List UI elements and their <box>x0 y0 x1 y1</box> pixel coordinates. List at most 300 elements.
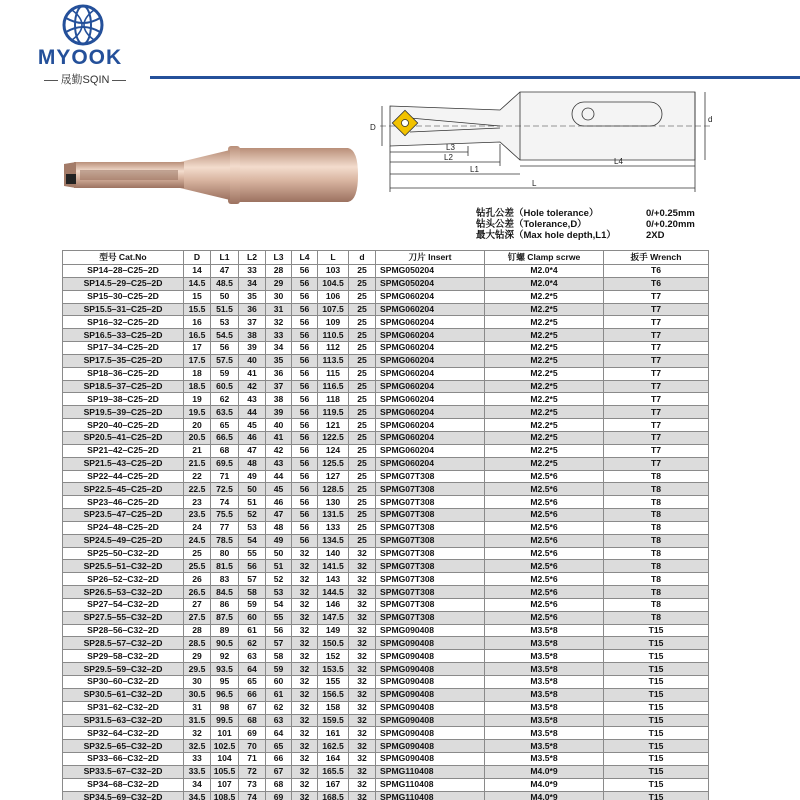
tolerance-row <box>476 230 726 241</box>
cell-clamp-screw: M3.5*8 <box>485 663 604 676</box>
cell-l4: 32 <box>292 624 318 637</box>
cell-cat-no: SP25.5–51–C32–2D <box>63 560 184 573</box>
cell-clamp-screw: M3.5*8 <box>485 637 604 650</box>
table-row <box>63 444 709 457</box>
cell-l3: 48 <box>266 521 292 534</box>
cell-l1: 84.5 <box>211 586 239 599</box>
cell-cat-no: SP28–56–C32–2D <box>63 624 184 637</box>
cell-d-dia: 28 <box>184 624 211 637</box>
cell-shank-d: 32 <box>349 753 376 766</box>
cell-l4: 56 <box>292 277 318 290</box>
cell-shank-d: 25 <box>349 521 376 534</box>
cell-l2: 61 <box>239 624 266 637</box>
cell-shank-d: 32 <box>349 611 376 624</box>
cell-l-total: 119.5 <box>318 406 349 419</box>
cell-l2: 68 <box>239 714 266 727</box>
cell-l1: 107 <box>211 778 239 791</box>
cell-clamp-screw: M3.5*8 <box>485 701 604 714</box>
cell-cat-no: SP19–38–C25–2D <box>63 393 184 406</box>
cell-l-total: 159.5 <box>318 714 349 727</box>
cell-l4: 32 <box>292 765 318 778</box>
globe-icon <box>62 4 104 46</box>
cell-clamp-screw: M2.2*5 <box>485 444 604 457</box>
cell-l-total: 131.5 <box>318 509 349 522</box>
cell-wrench: T7 <box>604 342 709 355</box>
table-row <box>63 406 709 419</box>
table-row <box>63 663 709 676</box>
cell-l-total: 144.5 <box>318 586 349 599</box>
cell-cat-no: SP26–52–C32–2D <box>63 573 184 586</box>
cell-l2: 66 <box>239 688 266 701</box>
cell-l3: 60 <box>266 676 292 689</box>
cell-wrench: T7 <box>604 406 709 419</box>
cell-l1: 69.5 <box>211 457 239 470</box>
cell-l4: 56 <box>292 342 318 355</box>
column-header: 型号 Cat.No <box>63 251 184 265</box>
cell-d-dia: 17.5 <box>184 354 211 367</box>
cell-clamp-screw: M3.5*8 <box>485 688 604 701</box>
cell-shank-d: 25 <box>349 406 376 419</box>
cell-l2: 48 <box>239 457 266 470</box>
cell-wrench: T7 <box>604 354 709 367</box>
table-row <box>63 586 709 599</box>
cell-l4: 32 <box>292 791 318 800</box>
label-L3: L3 <box>446 143 455 152</box>
cell-wrench: T15 <box>604 765 709 778</box>
label-L2: L2 <box>444 153 453 162</box>
cell-l3: 54 <box>266 598 292 611</box>
table-header-row <box>63 251 709 265</box>
cell-clamp-screw: M2.2*5 <box>485 431 604 444</box>
cell-l1: 74 <box>211 496 239 509</box>
cell-l2: 65 <box>239 676 266 689</box>
cell-wrench: T7 <box>604 457 709 470</box>
cell-l4: 32 <box>292 560 318 573</box>
cell-l3: 56 <box>266 624 292 637</box>
cell-l2: 55 <box>239 547 266 560</box>
cell-clamp-screw: M2.2*5 <box>485 457 604 470</box>
cell-d-dia: 27 <box>184 598 211 611</box>
cell-clamp-screw: M2.5*6 <box>485 521 604 534</box>
cell-shank-d: 25 <box>349 329 376 342</box>
cell-insert: SPMG090408 <box>376 650 485 663</box>
cell-shank-d: 25 <box>349 342 376 355</box>
cell-l1: 56 <box>211 342 239 355</box>
cell-l2: 44 <box>239 406 266 419</box>
cell-wrench: T8 <box>604 483 709 496</box>
cell-insert: SPMG090408 <box>376 676 485 689</box>
label-L4: L4 <box>614 157 623 166</box>
cell-d-dia: 32.5 <box>184 740 211 753</box>
cell-cat-no: SP28.5–57–C32–2D <box>63 637 184 650</box>
cell-d-dia: 23.5 <box>184 509 211 522</box>
cell-clamp-screw: M2.2*5 <box>485 380 604 393</box>
cell-l3: 61 <box>266 688 292 701</box>
cell-d-dia: 21.5 <box>184 457 211 470</box>
cell-d-dia: 33.5 <box>184 765 211 778</box>
cell-l3: 49 <box>266 534 292 547</box>
cell-l1: 93.5 <box>211 663 239 676</box>
brand-logo <box>30 4 130 86</box>
table-row <box>63 701 709 714</box>
table-row <box>63 521 709 534</box>
cell-l2: 49 <box>239 470 266 483</box>
cell-d-dia: 24.5 <box>184 534 211 547</box>
cell-l1: 48.5 <box>211 277 239 290</box>
cell-shank-d: 32 <box>349 791 376 800</box>
table-row <box>63 483 709 496</box>
cell-l2: 53 <box>239 521 266 534</box>
cell-cat-no: SP15–30–C25–2D <box>63 290 184 303</box>
column-header: L3 <box>266 251 292 265</box>
cell-shank-d: 32 <box>349 701 376 714</box>
cell-d-dia: 16 <box>184 316 211 329</box>
cell-shank-d: 25 <box>349 419 376 432</box>
cell-insert: SPMG07T308 <box>376 611 485 624</box>
cell-l2: 57 <box>239 573 266 586</box>
cell-l-total: 134.5 <box>318 534 349 547</box>
cell-d-dia: 20 <box>184 419 211 432</box>
cell-cat-no: SP29–58–C32–2D <box>63 650 184 663</box>
cell-l4: 32 <box>292 611 318 624</box>
cell-wrench: T15 <box>604 701 709 714</box>
cell-insert: SPMG07T308 <box>376 483 485 496</box>
cell-clamp-screw: M3.5*8 <box>485 650 604 663</box>
table-row <box>63 753 709 766</box>
cell-insert: SPMG060204 <box>376 329 485 342</box>
cell-l1: 101 <box>211 727 239 740</box>
column-header: 刀片 Insert <box>376 251 485 265</box>
cell-l1: 80 <box>211 547 239 560</box>
cell-clamp-screw: M2.5*6 <box>485 547 604 560</box>
cell-l-total: 146 <box>318 598 349 611</box>
cell-wrench: T8 <box>604 573 709 586</box>
cell-l3: 68 <box>266 778 292 791</box>
cell-d-dia: 27.5 <box>184 611 211 624</box>
table-row <box>63 342 709 355</box>
cell-clamp-screw: M2.2*5 <box>485 367 604 380</box>
cell-shank-d: 32 <box>349 688 376 701</box>
cell-d-dia: 19 <box>184 393 211 406</box>
cell-wrench: T15 <box>604 624 709 637</box>
tolerance-label: 钻孔公差（Hole tolerance） <box>476 208 599 219</box>
cell-d-dia: 22.5 <box>184 483 211 496</box>
cell-d-dia: 29.5 <box>184 663 211 676</box>
table-row <box>63 688 709 701</box>
table-row <box>63 329 709 342</box>
cell-wrench: T8 <box>604 496 709 509</box>
cell-wrench: T8 <box>604 534 709 547</box>
cell-l-total: 153.5 <box>318 663 349 676</box>
cell-l4: 56 <box>292 354 318 367</box>
cell-l3: 53 <box>266 586 292 599</box>
cell-cat-no: SP17–34–C25–2D <box>63 342 184 355</box>
cell-l2: 38 <box>239 329 266 342</box>
cell-shank-d: 25 <box>349 483 376 496</box>
cell-l1: 98 <box>211 701 239 714</box>
table-body <box>63 265 709 800</box>
cell-shank-d: 25 <box>349 316 376 329</box>
cell-l2: 41 <box>239 367 266 380</box>
cell-d-dia: 15 <box>184 290 211 303</box>
cell-wrench: T7 <box>604 316 709 329</box>
cell-d-dia: 31 <box>184 701 211 714</box>
cell-cat-no: SP14.5–29–C25–2D <box>63 277 184 290</box>
cell-l3: 66 <box>266 753 292 766</box>
cell-wrench: T15 <box>604 688 709 701</box>
cell-shank-d: 32 <box>349 650 376 663</box>
cell-cat-no: SP24.5–49–C25–2D <box>63 534 184 547</box>
cell-wrench: T8 <box>604 586 709 599</box>
cell-l2: 54 <box>239 534 266 547</box>
cell-shank-d: 25 <box>349 380 376 393</box>
cell-clamp-screw: M3.5*8 <box>485 676 604 689</box>
cell-l-total: 167 <box>318 778 349 791</box>
cell-shank-d: 25 <box>349 303 376 316</box>
cell-l-total: 158 <box>318 701 349 714</box>
cell-wrench: T8 <box>604 509 709 522</box>
cell-wrench: T15 <box>604 714 709 727</box>
cell-l3: 64 <box>266 727 292 740</box>
cell-l-total: 127 <box>318 470 349 483</box>
cell-l4: 56 <box>292 380 318 393</box>
table-row <box>63 714 709 727</box>
cell-l3: 45 <box>266 483 292 496</box>
table-row <box>63 791 709 800</box>
cell-shank-d: 32 <box>349 727 376 740</box>
cell-l1: 78.5 <box>211 534 239 547</box>
cell-l2: 52 <box>239 509 266 522</box>
cell-l1: 57.5 <box>211 354 239 367</box>
cell-l1: 50 <box>211 290 239 303</box>
cell-l2: 33 <box>239 265 266 278</box>
cell-shank-d: 25 <box>349 265 376 278</box>
table-row <box>63 290 709 303</box>
cell-l1: 59 <box>211 367 239 380</box>
cell-clamp-screw: M2.2*5 <box>485 393 604 406</box>
cell-l3: 35 <box>266 354 292 367</box>
cell-l3: 43 <box>266 457 292 470</box>
cell-clamp-screw: M2.5*6 <box>485 483 604 496</box>
header-divider <box>150 76 800 79</box>
table-row <box>63 496 709 509</box>
cell-l1: 95 <box>211 676 239 689</box>
cell-shank-d: 32 <box>349 663 376 676</box>
table-row <box>63 611 709 624</box>
table-row <box>63 393 709 406</box>
cell-clamp-screw: M2.5*6 <box>485 598 604 611</box>
cell-l2: 43 <box>239 393 266 406</box>
cell-cat-no: SP14–28–C25–2D <box>63 265 184 278</box>
brand-name: MYOOK <box>37 46 123 69</box>
tolerance-value: 2XD <box>646 230 665 241</box>
cell-d-dia: 25.5 <box>184 560 211 573</box>
cell-cat-no: SP27–54–C32–2D <box>63 598 184 611</box>
cell-l4: 32 <box>292 727 318 740</box>
cell-l4: 32 <box>292 650 318 663</box>
table-row <box>63 457 709 470</box>
table-row <box>63 778 709 791</box>
cell-d-dia: 15.5 <box>184 303 211 316</box>
cell-insert: SPMG060204 <box>376 367 485 380</box>
tolerance-block <box>476 208 726 241</box>
cell-l-total: 143 <box>318 573 349 586</box>
cell-clamp-screw: M2.2*5 <box>485 342 604 355</box>
label-L: L <box>532 179 537 188</box>
cell-l1: 89 <box>211 624 239 637</box>
cell-l4: 32 <box>292 753 318 766</box>
cell-shank-d: 25 <box>349 277 376 290</box>
cell-l-total: 122.5 <box>318 431 349 444</box>
cell-l4: 32 <box>292 573 318 586</box>
column-header: L <box>318 251 349 265</box>
cell-l3: 41 <box>266 431 292 444</box>
cell-l-total: 110.5 <box>318 329 349 342</box>
cell-insert: SPMG090408 <box>376 624 485 637</box>
cell-clamp-screw: M2.2*5 <box>485 303 604 316</box>
cell-l-total: 130 <box>318 496 349 509</box>
cell-clamp-screw: M3.5*8 <box>485 714 604 727</box>
cell-insert: SPMG07T308 <box>376 470 485 483</box>
cell-insert: SPMG07T308 <box>376 598 485 611</box>
cell-l1: 87.5 <box>211 611 239 624</box>
cell-wrench: T8 <box>604 547 709 560</box>
cell-cat-no: SP16.5–33–C25–2D <box>63 329 184 342</box>
cell-d-dia: 33 <box>184 753 211 766</box>
cell-clamp-screw: M3.5*8 <box>485 727 604 740</box>
table-row <box>63 419 709 432</box>
cell-wrench: T7 <box>604 419 709 432</box>
cell-d-dia: 26.5 <box>184 586 211 599</box>
cell-l1: 75.5 <box>211 509 239 522</box>
cell-wrench: T7 <box>604 329 709 342</box>
cell-insert: SPMG060204 <box>376 393 485 406</box>
drill-photo <box>60 140 360 210</box>
cell-l-total: 155 <box>318 676 349 689</box>
cell-clamp-screw: M2.0*4 <box>485 277 604 290</box>
cell-clamp-screw: M2.5*6 <box>485 509 604 522</box>
cell-insert: SPMG060204 <box>376 342 485 355</box>
cell-d-dia: 31.5 <box>184 714 211 727</box>
cell-l1: 96.5 <box>211 688 239 701</box>
cell-l3: 62 <box>266 701 292 714</box>
cell-l-total: 162.5 <box>318 740 349 753</box>
cell-l-total: 125.5 <box>318 457 349 470</box>
cell-l-total: 106 <box>318 290 349 303</box>
cell-d-dia: 14.5 <box>184 277 211 290</box>
cell-l4: 56 <box>292 290 318 303</box>
table-row <box>63 560 709 573</box>
cell-l1: 47 <box>211 265 239 278</box>
cell-wrench: T6 <box>604 265 709 278</box>
cell-l2: 39 <box>239 342 266 355</box>
cell-l1: 62 <box>211 393 239 406</box>
cell-cat-no: SP19.5–39–C25–2D <box>63 406 184 419</box>
cell-l-total: 150.5 <box>318 637 349 650</box>
cell-cat-no: SP24–48–C25–2D <box>63 521 184 534</box>
cell-shank-d: 32 <box>349 560 376 573</box>
cell-wrench: T7 <box>604 367 709 380</box>
cell-cat-no: SP23–46–C25–2D <box>63 496 184 509</box>
cell-l-total: 149 <box>318 624 349 637</box>
cell-insert: SPMG07T308 <box>376 573 485 586</box>
cell-wrench: T15 <box>604 753 709 766</box>
cell-l4: 32 <box>292 714 318 727</box>
cell-clamp-screw: M2.0*4 <box>485 265 604 278</box>
cell-d-dia: 25 <box>184 547 211 560</box>
cell-cat-no: SP18.5–37–C25–2D <box>63 380 184 393</box>
cell-l3: 33 <box>266 329 292 342</box>
cell-l1: 63.5 <box>211 406 239 419</box>
cell-l1: 53 <box>211 316 239 329</box>
cell-cat-no: SP15.5–31–C25–2D <box>63 303 184 316</box>
column-header: L2 <box>239 251 266 265</box>
cell-l-total: 164 <box>318 753 349 766</box>
cell-wrench: T7 <box>604 303 709 316</box>
cell-shank-d: 25 <box>349 354 376 367</box>
cell-l4: 56 <box>292 419 318 432</box>
cell-l4: 32 <box>292 740 318 753</box>
technical-drawing <box>360 88 720 206</box>
cell-cat-no: SP23.5–47–C25–2D <box>63 509 184 522</box>
cell-l3: 65 <box>266 740 292 753</box>
cell-l4: 56 <box>292 367 318 380</box>
cell-l3: 44 <box>266 470 292 483</box>
label-d: d <box>708 115 713 124</box>
cell-l3: 63 <box>266 714 292 727</box>
cell-l4: 32 <box>292 676 318 689</box>
cell-insert: SPMG090408 <box>376 701 485 714</box>
cell-clamp-screw: M2.5*6 <box>485 560 604 573</box>
cell-cat-no: SP17.5–35–C25–2D <box>63 354 184 367</box>
cell-shank-d: 32 <box>349 676 376 689</box>
cell-insert: SPMG060204 <box>376 419 485 432</box>
cell-l1: 81.5 <box>211 560 239 573</box>
cell-l-total: 147.5 <box>318 611 349 624</box>
cell-d-dia: 18 <box>184 367 211 380</box>
cell-cat-no: SP22–44–C25–2D <box>63 470 184 483</box>
cell-l-total: 115 <box>318 367 349 380</box>
cell-insert: SPMG090408 <box>376 740 485 753</box>
cell-insert: SPMG07T308 <box>376 509 485 522</box>
cell-wrench: T8 <box>604 560 709 573</box>
cell-l2: 36 <box>239 303 266 316</box>
cell-clamp-screw: M4.0*9 <box>485 765 604 778</box>
table-row <box>63 470 709 483</box>
cell-l-total: 103 <box>318 265 349 278</box>
spec-table <box>62 250 709 800</box>
cell-shank-d: 25 <box>349 534 376 547</box>
cell-l2: 51 <box>239 496 266 509</box>
cell-clamp-screw: M2.2*5 <box>485 419 604 432</box>
cell-d-dia: 28.5 <box>184 637 211 650</box>
cell-d-dia: 16.5 <box>184 329 211 342</box>
table-row <box>63 573 709 586</box>
cell-cat-no: SP26.5–53–C32–2D <box>63 586 184 599</box>
cell-l-total: 116.5 <box>318 380 349 393</box>
cell-l3: 47 <box>266 509 292 522</box>
cell-d-dia: 19.5 <box>184 406 211 419</box>
cell-shank-d: 25 <box>349 290 376 303</box>
cell-shank-d: 32 <box>349 714 376 727</box>
cell-l1: 99.5 <box>211 714 239 727</box>
tolerance-value: 0/+0.25mm <box>646 208 695 219</box>
cell-shank-d: 32 <box>349 586 376 599</box>
cell-clamp-screw: M2.2*5 <box>485 290 604 303</box>
cell-wrench: T7 <box>604 444 709 457</box>
cell-insert: SPMG060204 <box>376 290 485 303</box>
cell-insert: SPMG110408 <box>376 791 485 800</box>
